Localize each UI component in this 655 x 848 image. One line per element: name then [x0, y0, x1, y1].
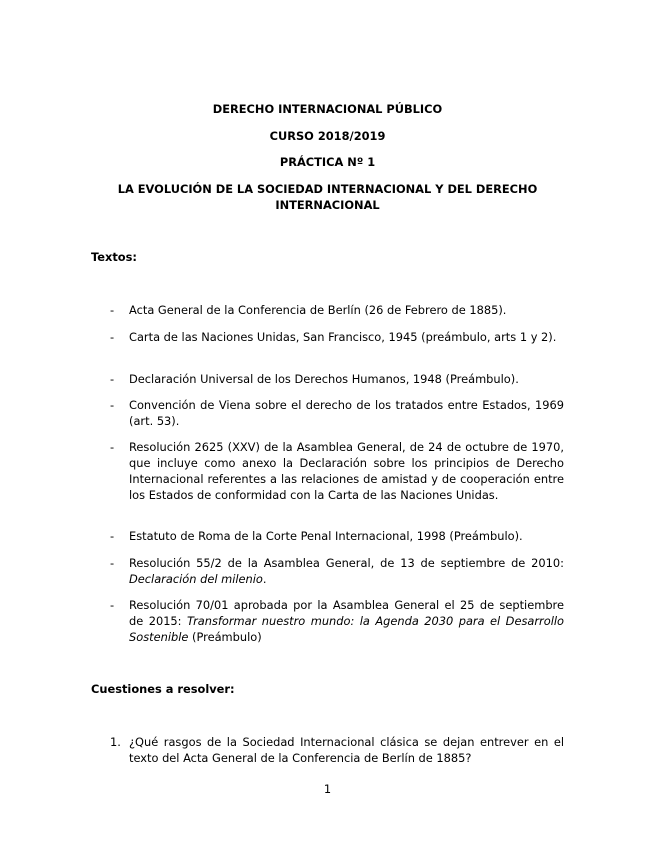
list-item-text-main: Resolución 55/2 de la Asamblea General, de 13 de septiembre de 2010: [129, 556, 564, 570]
list-item-text: Acta General de la Conferencia de Berlín (26 de Febrero de 1885). [129, 303, 507, 317]
list-item [110, 555, 564, 587]
course-year-heading: CURSO 2018/2019 [269, 129, 386, 143]
list-item-text: Resolución 2625 (XXV) de la Asamblea General, de 24 de octubre de 1970, que incluye como anexo la Declaración sobre los principios de Derecho Internacional referentes a las relaciones de amistad y de cooperación entre los Estados de conformidad con la Carta de las Naciones Unidas. [129, 440, 564, 502]
list-item [110, 528, 564, 544]
list-item [110, 329, 564, 345]
list-item-italic-title: Transformar nuestro mundo: la Agenda 2030 para el Desarrollo Sostenible [129, 614, 565, 644]
page-number: 1 [323, 782, 332, 796]
question-text: ¿Qué rasgos de la Sociedad Internacional clásica se dejan entrever en el texto del Acta General de la Conferencia de Berlín de 1885? [129, 735, 564, 765]
list-bullet: - [110, 303, 115, 317]
list-item-text: Carta de las Naciones Unidas, San Francisco, 1945 (preámbulo, arts 1 y 2). [129, 330, 557, 344]
list-bullet: - [110, 372, 115, 386]
list-item-text: Estatuto de Roma de la Corte Penal Internacional, 1998 (Preámbulo). [129, 529, 523, 543]
question-item [110, 734, 564, 766]
list-item-text-after: (Preámbulo) [188, 630, 262, 644]
list-item-text-main: Resolución 70/01 aprobada por la Asamblea General el 25 de septiembre de 2015: [129, 598, 564, 628]
list-item-text: Declaración Universal de los Derechos Humanos, 1948 (Preámbulo). [129, 372, 519, 386]
course-subject-heading: DERECHO INTERNACIONAL PÚBLICO [212, 102, 443, 116]
list-item-text [129, 597, 564, 645]
list-bullet: - [110, 556, 115, 570]
list-item-italic-title: Declaración del milenio [129, 572, 263, 586]
list-item-text: Convención de Viena sobre el derecho de los tratados entre Estados, 1969 (art. 53). [129, 398, 564, 428]
list-bullet: - [110, 598, 115, 612]
practice-title-heading: LA EVOLUCIÓN DE LA SOCIEDAD INTERNACIONAL Y DEL DERECHO INTERNACIONAL [117, 182, 538, 212]
texts-section-title: Textos: [91, 250, 137, 264]
list-item [110, 371, 564, 387]
list-item [110, 597, 564, 645]
list-bullet: - [110, 440, 115, 454]
list-item [110, 439, 564, 503]
list-item-text [129, 555, 564, 587]
questions-section-title: Cuestiones a resolver: [91, 682, 235, 696]
list-bullet: - [110, 330, 115, 344]
list-item-text-after: . [262, 572, 267, 586]
practice-number-heading: PRÁCTICA Nº 1 [279, 155, 376, 169]
list-bullet: - [110, 398, 115, 412]
question-number: 1. [110, 735, 121, 749]
list-item [110, 397, 564, 429]
list-item [110, 302, 564, 318]
list-bullet: - [110, 529, 115, 543]
